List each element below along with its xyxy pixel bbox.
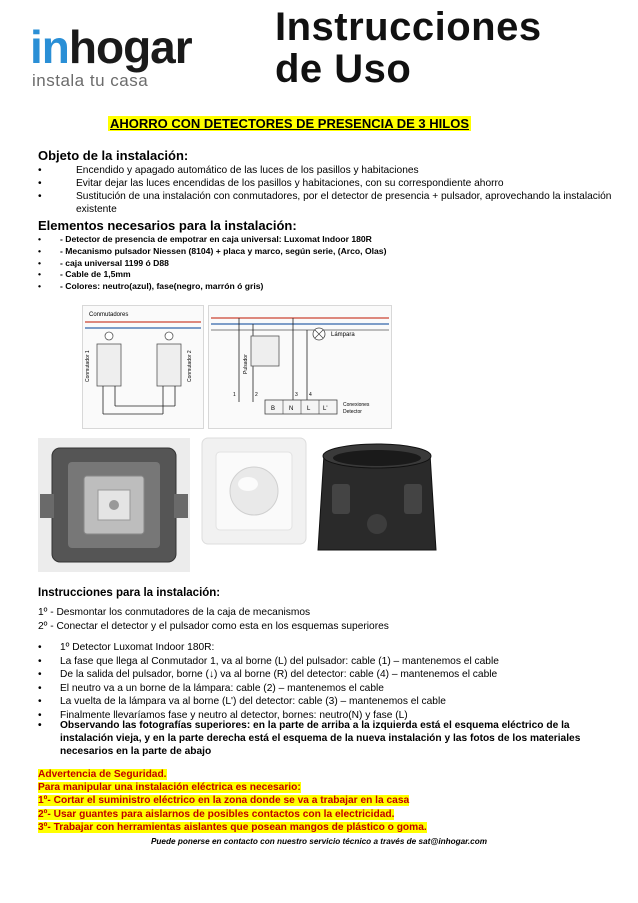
bullet: • bbox=[38, 709, 42, 721]
warning-line: 2º- Usar guantes para aislarnos de posibles contactos con la electricidad. bbox=[38, 808, 395, 820]
list-item: • La fase que llega al Conmutador 1, va al borne (L) del pulsador: cable (1) – mantenemos el cable bbox=[38, 655, 499, 667]
step-item: 2º - Conectar el detector y el pulsador como esta en los esquemas superiores bbox=[38, 621, 389, 632]
diagram-label-detector: Detector bbox=[343, 409, 362, 415]
wire-number: 3 bbox=[295, 392, 298, 398]
diagram-label-conmutador2: Conmutador 2 bbox=[187, 350, 193, 382]
diagram-label-conmutador1: Conmutador 1 bbox=[85, 350, 91, 382]
wire-number: 1 bbox=[233, 392, 236, 398]
list-item: • 1º Detector Luxomat Indoor 180R: bbox=[38, 642, 215, 653]
list-item: • El neutro va a un borne de la lámpara: cable (2) – mantenemos el cable bbox=[38, 682, 384, 694]
bullet: • bbox=[38, 191, 42, 202]
warning-line: Para manipular una instalación eléctrica es necesario: bbox=[38, 782, 301, 794]
list-item: • - Detector de presencia de empotrar en caja universal: Luxomat Indoor 180R bbox=[38, 234, 372, 244]
diagram-label-pulsador: Pulsador bbox=[243, 354, 249, 374]
bullet: • bbox=[38, 178, 42, 189]
document-title-line1: Instrucciones bbox=[275, 5, 542, 49]
diagram-label-lampara: Lámpara bbox=[331, 332, 355, 338]
objeto-heading: Objeto de la instalación: bbox=[38, 148, 189, 163]
diagram-label-conmutadores: Conmutadores bbox=[89, 312, 129, 318]
warning-title: Advertencia de Seguridad. bbox=[38, 769, 167, 780]
list-item: • - Mecanismo pulsador Niessen (8104) + placa y marco, según serie, (Arco, Olas) bbox=[38, 245, 387, 256]
diagram-label-conexiones: Conexiones bbox=[343, 402, 370, 408]
bullet: • bbox=[38, 682, 42, 694]
terminal-label: B bbox=[271, 406, 276, 412]
contact-footer: Puede ponerse en contacto con nuestro servicio técnico a través de sat@inhogar.com bbox=[150, 837, 488, 846]
logo-tagline: instala tu casa bbox=[32, 71, 149, 90]
bullet: • bbox=[38, 669, 42, 681]
list-item: • Finalmente llevaríamos fase y neutro al detector, bornes: neutro(N) y fase (L) bbox=[38, 709, 408, 721]
bullet: • bbox=[38, 696, 42, 708]
list-item: • Observando las fotografías superiores: en la parte de arriba a la izquierda está el esquema eléctrico de la instalación vieja, y en la parte derecha está el esquema de la nueva instalación y las fotos de los materiales necesarios en la parte de abajo bbox=[38, 720, 581, 757]
list-item: • - Cable de 1,5mm bbox=[38, 269, 131, 280]
list-item: • La vuelta de la lámpara va al borne (L') del detector: cable (3) – mantenemos el cable bbox=[38, 696, 446, 708]
universal-box-photo bbox=[312, 432, 442, 567]
terminal-label: L bbox=[307, 406, 311, 412]
warning-line: 1º- Cortar el suministro eléctrico en la zona donde se va a trabajar en la casa bbox=[38, 795, 410, 807]
logo-in: in bbox=[30, 21, 69, 73]
presence-detector-photo bbox=[198, 432, 310, 550]
detector-steps-list bbox=[38, 641, 618, 723]
elementos-list bbox=[38, 234, 618, 293]
bullet: • bbox=[38, 269, 42, 280]
wire-number: 4 bbox=[309, 392, 312, 398]
bullet: • bbox=[38, 655, 42, 667]
terminal-label: N bbox=[289, 406, 294, 412]
new-wiring-diagram bbox=[208, 305, 392, 429]
logo-hogar: hogar bbox=[68, 21, 192, 73]
pushbutton-mechanism-photo bbox=[38, 438, 190, 572]
list-item: • Encendido y apagado automático de las luces de los pasillos y habitaciones bbox=[38, 165, 419, 176]
safety-warning bbox=[38, 768, 508, 834]
warning-line: 3º- Trabajar con herramientas aislantes que posean mangos de plástico o goma. bbox=[38, 821, 427, 833]
wire-number: 2 bbox=[255, 392, 258, 398]
objeto-list bbox=[38, 164, 618, 216]
bullet: • bbox=[38, 257, 42, 268]
bullet: • bbox=[38, 281, 42, 292]
steps-list bbox=[38, 606, 389, 634]
list-item: • De la salida del pulsador, borne (↓) va al borne (R) del detector: cable (4) – mantenemos el cable bbox=[38, 669, 498, 681]
step-item: 1º - Desmontar los conmutadores de la caja de mecanismos bbox=[38, 607, 311, 618]
bullet: • bbox=[38, 720, 42, 731]
list-item: • - Colores: neutro(azul), fase(negro, marrón ó gris) bbox=[38, 281, 264, 292]
elementos-heading: Elementos necesarios para la instalación: bbox=[38, 218, 297, 233]
bullet: • bbox=[38, 642, 42, 653]
bullet: • bbox=[38, 165, 42, 176]
section-heading: AHORRO CON DETECTORES DE PRESENCIA DE 3 HILOS bbox=[110, 116, 469, 131]
list-item: • Evitar dejar las luces encendidas de los pasillos y habitaciones, con su correspondiente ahorro bbox=[38, 178, 504, 189]
document-title-line2: de Uso bbox=[275, 47, 412, 91]
old-wiring-diagram bbox=[82, 305, 204, 429]
list-item: • - caja universal 1199 ó D88 bbox=[38, 257, 169, 268]
terminal-label: L' bbox=[323, 406, 328, 412]
bullet: • bbox=[38, 234, 42, 244]
list-item: • Sustitución de una instalación con conmutadores, por el detector de presencia + pulsador, aprovechando la instalación existente bbox=[38, 191, 612, 215]
bullet: • bbox=[38, 245, 42, 256]
observation-list bbox=[38, 719, 618, 758]
logo-wordmark bbox=[30, 22, 192, 72]
instrucciones-heading: Instrucciones para la instalación: bbox=[38, 587, 221, 599]
inhogar-logo bbox=[30, 22, 260, 92]
